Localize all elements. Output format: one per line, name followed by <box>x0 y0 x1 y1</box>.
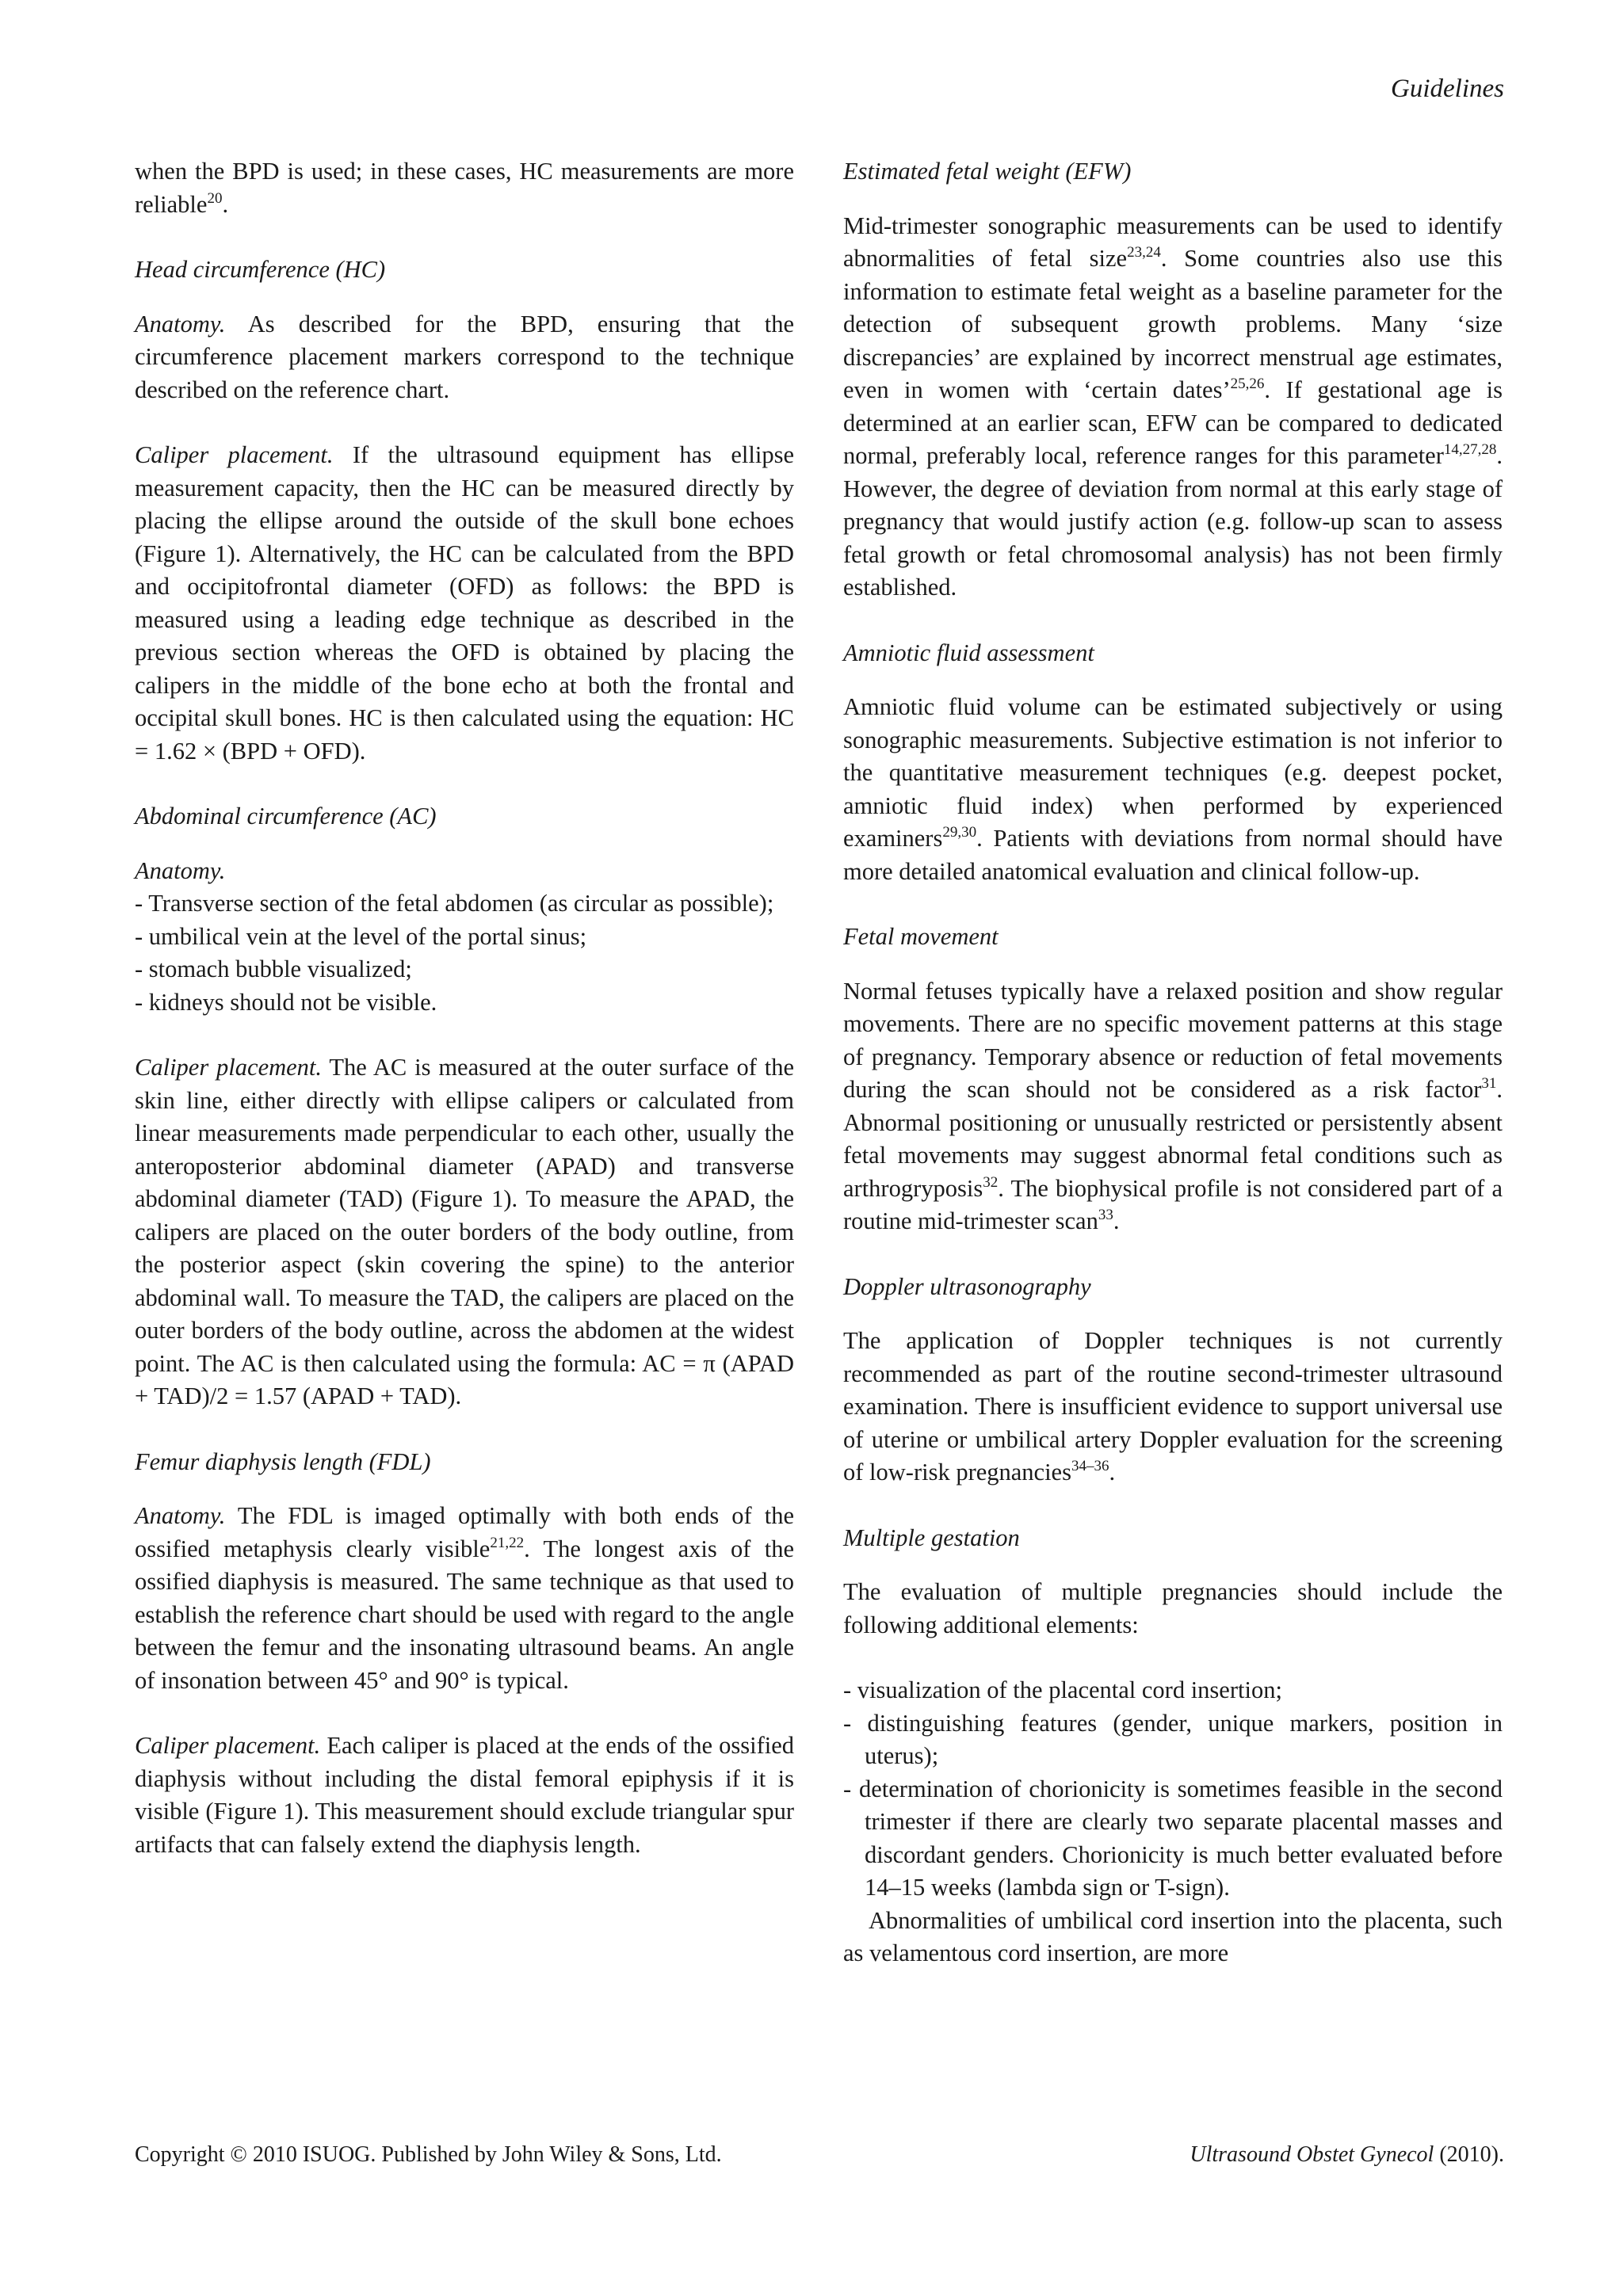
fm-paragraph <box>843 975 1503 1238</box>
hc-caliper-text: If the ultrasound equipment has ellipse measurement capacity, then the HC can be measured directly by placing the ellipse around the outside of the skull bone echoes (Figure 1). Alternatively, the HC can be calculated from the BPD and occipitofrontal diameter (OFD) as follows: the BPD is measured using a leading edge technique as described in the previous section whereas the OFD is obtained by placing the calipers in the middle of the bone echo at both the frontal and occipital skull bones. HC is then calculated using the equation: HC = 1.62 × (BPD + OFD). <box>135 441 794 765</box>
citation: 34–36 <box>1071 1458 1109 1474</box>
intro-paragraph <box>135 155 794 221</box>
intro-text: when the BPD is used; in these cases, HC measurements are more reliable <box>135 158 794 218</box>
doppler-text: The application of Doppler techniques is not currently recommended as part of the routine second-trimester ultrasound examination. There is insufficient evidence to support universal use of uterine or umbilical artery Doppler evaluation for the screening of low-risk pregnancies <box>843 1327 1503 1486</box>
afa-paragraph <box>843 691 1503 888</box>
hc-anatomy-text: As described for the BPD, ensuring that the circumference placement markers correspond to the technique described on the reference chart. <box>135 310 794 403</box>
citation: 29,30 <box>942 824 977 841</box>
efw-text: Mid-trimester sonographic measurements can be used to identify abnormalities of fetal size <box>843 212 1503 272</box>
fm-text: . Abnormal positioning or unusually restricted or persistently absent fetal movements may suggest abnormal fetal conditions such as arthrogryposis <box>843 1076 1503 1202</box>
fdl-caliper-paragraph <box>135 1730 794 1861</box>
citation: 23,24 <box>1127 244 1161 261</box>
right-column <box>843 155 1503 1970</box>
section-heading-ac: Abdominal circumference (AC) <box>135 803 437 830</box>
hc-anatomy-paragraph <box>135 308 794 407</box>
efw-text: . However, the degree of deviation from normal at this early stage of pregnancy that would justify action (e.g. follow-up scan to assess fetal growth or fetal chromosomal analysis) has not been firmly established. <box>843 442 1503 601</box>
fdl-caliper-text: Each caliper is placed at the ends of the ossified diaphysis without including the distal femoral epiphysis if it is visible (Figure 1). This measurement should exclude triangular spur artifacts that can falsely extend the diaphysis length. <box>135 1732 794 1858</box>
footer-year: (2010). <box>1434 2142 1504 2167</box>
citation: 31 <box>1481 1075 1497 1092</box>
mg-intro-paragraph: The evaluation of multiple pregnancies should include the following additional elements: <box>843 1578 1503 1638</box>
fm-text: Normal fetuses typically have a relaxed position and show regular movements. There are no specific movement patterns at this stage of pregnancy. Temporary absence or reduction of fetal movements during the scan should not be considered as a risk factor <box>843 977 1503 1103</box>
doppler-paragraph <box>843 1325 1503 1489</box>
doppler-text: . <box>1109 1459 1116 1486</box>
list-item: - kidneys should not be visible. <box>135 986 794 1020</box>
citation: 14,27,28 <box>1443 441 1497 458</box>
citation: 25,26 <box>1230 376 1265 392</box>
section-heading-efw: Estimated fetal weight (EFW) <box>843 158 1132 185</box>
ac-caliper-lead: Caliper placement. <box>135 1054 323 1081</box>
section-heading-fm: Fetal movement <box>843 923 999 950</box>
citation: 21,22 <box>490 1534 525 1551</box>
afa-text: . Patients with deviations from normal should have more detailed anatomical evaluation and clinical follow-up. <box>843 825 1503 885</box>
footer-citation <box>1190 2142 1504 2168</box>
efw-text: . Some countries also use this information to estimate fetal weight as a baseline parameter for the detection of subsequent growth problems. Many ‘size discrepancies’ are explained by incorrect menstrual age estimates, even in women with ‘certain dates’ <box>843 245 1503 403</box>
mg-closing-paragraph: Abnormalities of umbilical cord insertion into the placenta, such as velamentous cord insertion, are more <box>843 1906 1503 1966</box>
list-item: - visualization of the placental cord insertion; <box>843 1674 1503 1707</box>
citation: 32 <box>983 1173 999 1191</box>
fdl-caliper-lead: Caliper placement. <box>135 1732 321 1759</box>
ac-caliper-paragraph <box>135 1051 794 1413</box>
fdl-anatomy-text: The FDL is imaged optimally with both ends of the ossified metaphysis clearly visible <box>135 1502 794 1562</box>
efw-text: . If gestational age is determined at an earlier scan, EFW can be compared to dedicated normal, preferably local, reference ranges for this parameter <box>843 376 1503 469</box>
section-heading-doppler: Doppler ultrasonography <box>843 1272 1091 1300</box>
list-item: - distinguishing features (gender, unique markers, position in uterus); <box>843 1707 1503 1773</box>
citation: 20 <box>207 189 223 207</box>
footer-journal: Ultrasound Obstet Gynecol <box>1190 2142 1434 2167</box>
fdl-anatomy-paragraph <box>135 1500 794 1697</box>
left-column <box>135 155 794 1894</box>
hc-caliper-paragraph <box>135 439 794 768</box>
mg-list <box>843 1674 1503 1905</box>
hc-caliper-lead: Caliper placement. <box>135 441 334 468</box>
afa-text: Amniotic fluid volume can be estimated subjectively or using sonographic measurements. Subjective estimation is not inferior to the quantitative measurement techniques (e.g. deepest pocket, amniotic fluid index) when performed by experienced examiners <box>843 693 1503 852</box>
footer-copyright: Copyright © 2010 ISUOG. Published by John Wiley & Sons, Ltd. <box>135 2142 722 2167</box>
ac-anatomy-list <box>135 887 794 1019</box>
running-head: Guidelines <box>1391 74 1504 103</box>
section-heading-afa: Amniotic fluid assessment <box>843 639 1094 666</box>
fm-text: . The biophysical profile is not considered part of a routine mid-trimester scan <box>843 1174 1503 1234</box>
section-heading-hc: Head circumference (HC) <box>135 256 386 283</box>
fm-text: . <box>1113 1207 1120 1234</box>
section-heading-fdl: Femur diaphysis length (FDL) <box>135 1447 431 1475</box>
efw-paragraph <box>843 210 1503 605</box>
intro-end: . <box>222 190 229 218</box>
list-item: - stomach bubble visualized; <box>135 953 794 986</box>
section-heading-mg: Multiple gestation <box>843 1524 1020 1551</box>
fdl-anatomy-text-cont: . The longest axis of the ossified diaphysis is measured. The same technique as that used to establish the reference chart should be used with regard to the angle between the femur and the insonating ultrasound beams. An angle of insonation between 45° and 90° is typical. <box>135 1535 794 1694</box>
hc-anatomy-lead: Anatomy. <box>135 310 226 338</box>
ac-anatomy-lead: Anatomy. <box>135 856 226 884</box>
ac-caliper-text: The AC is measured at the outer surface of the skin line, either directly with ellipse calipers or calculated from linear measurements made perpendicular to each other, usually the anteroposterior abdominal diameter (APAD) and transverse abdominal diameter (TAD) (Figure 1). To measure the APAD, the calipers are placed on the outer borders of the body outline, from the posterior aspect (skin covering the spine) to the anterior abdominal wall. To measure the TAD, the calipers are placed on the outer borders of the body outline, across the abdomen at the widest point. The AC is then calculated using the formula: AC = π (APAD + TAD)/2 = 1.57 (APAD + TAD). <box>135 1054 794 1409</box>
list-item: - Transverse section of the fetal abdomen (as circular as possible); <box>135 887 794 921</box>
citation: 33 <box>1098 1207 1113 1223</box>
list-item: - determination of chorionicity is sometimes feasible in the second trimester if there are clearly two separate placental masses and discordant genders. Chorionicity is much better evaluated before 14–15 weeks (lambda sign or T-sign). <box>843 1773 1503 1905</box>
list-item: - umbilical vein at the level of the portal sinus; <box>135 921 794 954</box>
fdl-anatomy-lead: Anatomy. <box>135 1502 226 1529</box>
